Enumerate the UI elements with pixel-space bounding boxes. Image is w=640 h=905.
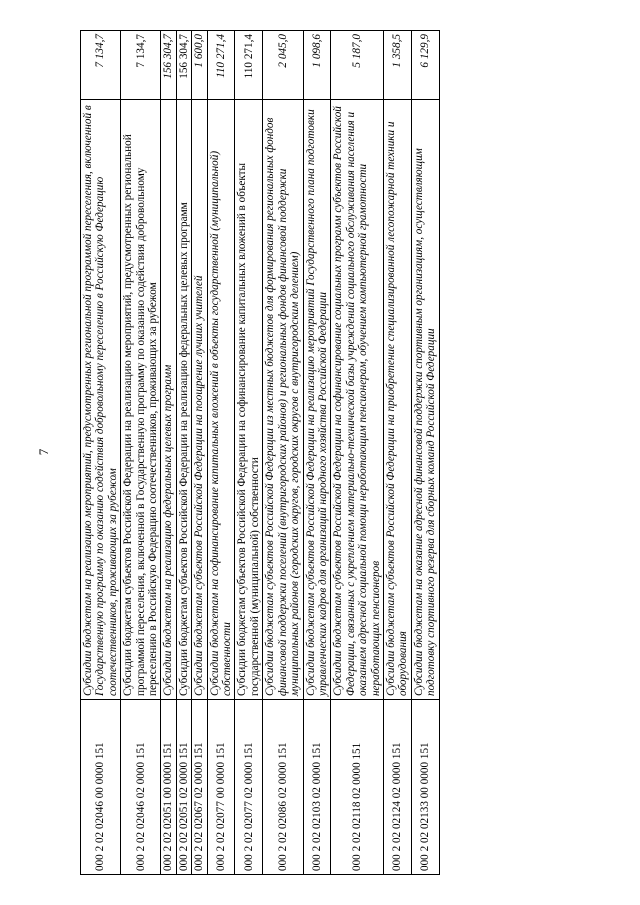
row-code: 000 2 02 02077 02 0000 151 [235,700,263,875]
page-number: 7 [36,448,51,456]
row-value: 5 187,0 [331,31,384,100]
row-name: Субсидии бюджетам на реализацию федеральных целевых программ [161,100,176,700]
table-row [235,31,263,875]
row-value: 1 358,5 [383,31,411,100]
row-code: 000 2 02 02046 02 0000 151 [121,700,161,875]
row-value: 7 134,7 [81,31,121,100]
row-value: 156 304,7 [161,31,176,100]
row-name: Субсидии бюджетам субъектов Российской Федерации из местных бюджетов для формирования региональных фондов финансовой поддержки поселений (внутригородских районов) и региональных фондов финансовой поддержки муниципальных районов (городских округов, городских округов с внутригородским делением) [263,100,303,700]
row-code: 000 2 02 02103 02 0000 151 [303,700,331,875]
row-value: 110 271,4 [235,31,263,100]
table-row [303,31,331,875]
table-row [192,31,207,875]
row-code: 000 2 02 02124 02 0000 151 [383,700,411,875]
row-code: 000 2 02 02086 02 0000 151 [263,700,303,875]
row-name: Субсидии бюджетам на софинансирование капитальных вложений в объекты государственной (муниципальной) собственности [207,100,235,700]
row-value: 1 600,0 [192,31,207,100]
row-value: 6 129,9 [411,31,439,100]
table-row [121,31,161,875]
table-row [331,31,384,875]
budget-table-container [80,30,590,875]
row-value: 1 098,6 [303,31,331,100]
table-row [263,31,303,875]
row-value: 156 304,7 [176,31,191,100]
row-code: 000 2 02 02051 02 0000 151 [176,700,191,875]
row-value: 7 134,7 [121,31,161,100]
table-row [176,31,191,875]
row-name: Субсидии бюджетам субъектов Российской Федерации на софинансирование капитальных вложений в объекты государственной (муниципальной) собственности [235,100,263,700]
row-value: 110 271,4 [207,31,235,100]
table-row [383,31,411,875]
row-name: Субсидии бюджетам на реализацию мероприятий, предусмотренных региональной программой переселения, включенной в Государственную программу по оказанию содействия добровольному переселению в Российскую Федерацию соотечественников, проживающих за рубежом [81,100,121,700]
row-name: Субсидии бюджетам на оказание адресной финансовой поддержки спортивным организациям, осуществляющим подготовку спортивного резерва для сборных команд Российской Федерации [411,100,439,700]
row-code: 000 2 02 02118 02 0000 151 [331,700,384,875]
row-code: 000 2 02 02046 00 0000 151 [81,700,121,875]
table-row [81,31,121,875]
row-code: 000 2 02 02067 02 0000 151 [192,700,207,875]
row-code: 000 2 02 02133 00 0000 151 [411,700,439,875]
row-name: Субсидии бюджетам субъектов Российской Федерации на приобретение специализированной лесопожарной техники и оборудования [383,100,411,700]
row-name: Субсидии бюджетам субъектов Российской Федерации на поощрение лучших учителей [192,100,207,700]
row-code: 000 2 02 02077 00 0000 151 [207,700,235,875]
row-code: 000 2 02 02051 00 0000 151 [161,700,176,875]
table-row [411,31,439,875]
row-name: Субсидии бюджетам субъектов Российской Федерации на реализацию федеральных целевых программ [176,100,191,700]
row-name: Субсидии бюджетам субъектов Российской Федерации на реализацию мероприятий, предусмотренных региональной программой переселения, включенной в Государственную программу по оказанию содействия добровольному переселению в Российскую Федерацию соотечественников, проживающих за рубежом [121,100,161,700]
table-row [207,31,235,875]
row-value: 2 045,0 [263,31,303,100]
row-name: Субсидии бюджетам субъектов Российской Федерации на софинансирование социальных программ субъектов Российской Федерации, связанных с укреплением материально-технической базы учреждений социального обслуживания населения и оказанием адресной социальной помощи неработающим пенсионерам, обучением компьютерной грамотности неработающих пенсионеров [331,100,384,700]
row-name: Субсидии бюджетам субъектов Российской Федерации на реализацию мероприятий Государственного плана подготовки управленческих кадров для организаций народного хозяйства Российской Федерации [303,100,331,700]
budget-table [80,30,440,875]
table-row [161,31,176,875]
